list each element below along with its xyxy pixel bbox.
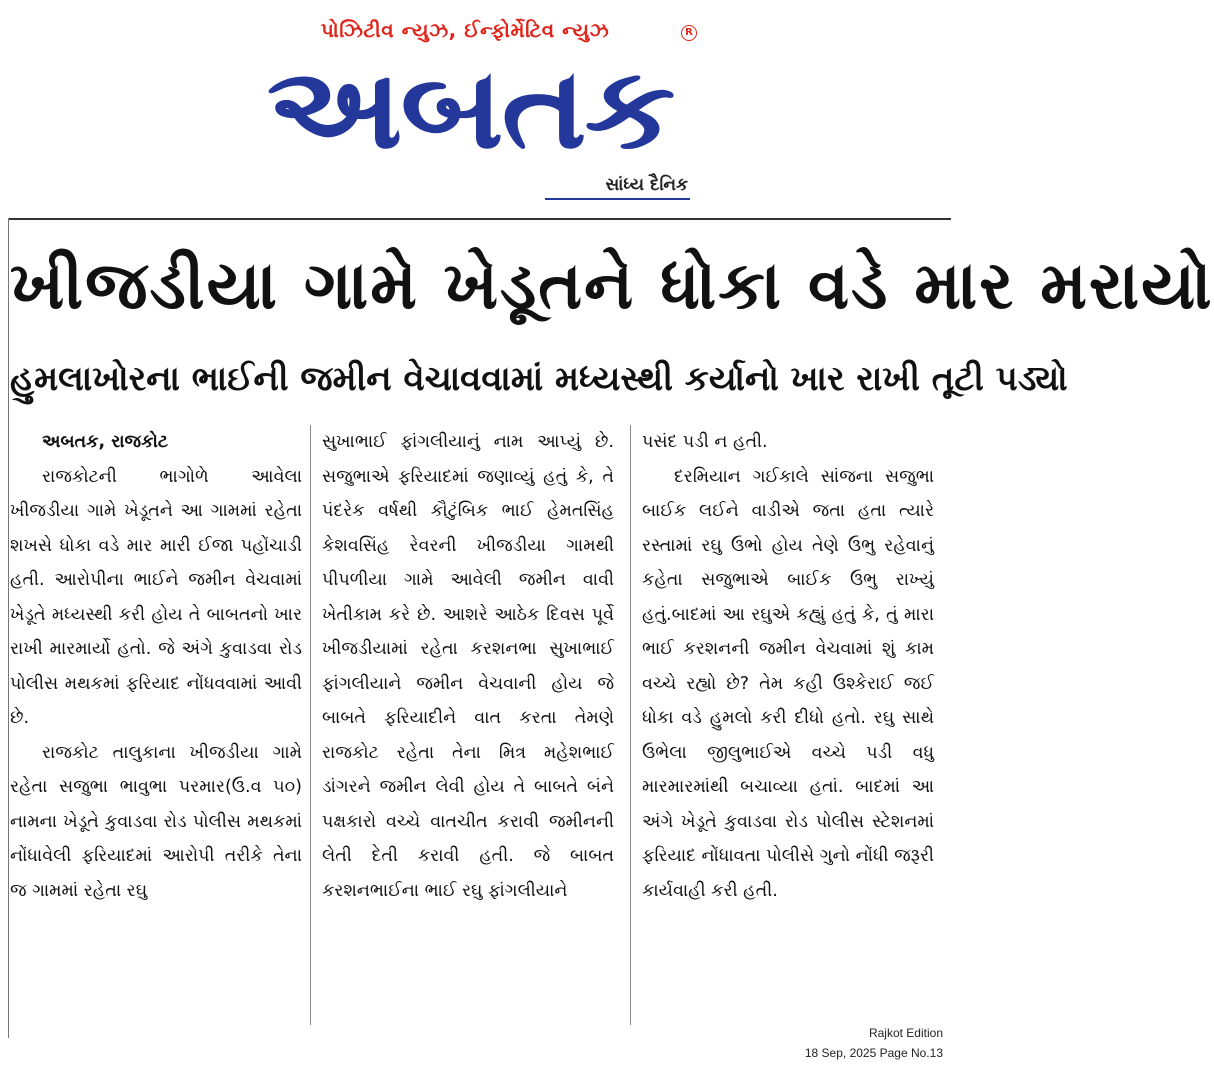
left-divider xyxy=(8,218,9,1038)
column-divider-1 xyxy=(310,425,311,1025)
registered-mark-icon: R xyxy=(681,25,697,41)
article-subheadline: હુમલાખોરના ભાઈની જમીન વેચાવવામાં મધ્યસ્થી કર્યાનો ખાર રાખી તૂટી પડ્યો xyxy=(10,359,1068,399)
dateline: અબતક, રાજકોટ xyxy=(42,432,169,452)
article-column-3 xyxy=(642,425,934,1025)
masthead-tagline: પોઝિટીવ ન્યુઝ, ઈન્ફોર્મેટિવ ન્યુઝ xyxy=(320,18,610,42)
footer-edition: Rajkot Edition xyxy=(868,1026,943,1040)
column-1-paragraph-2: રાજકોટ તાલુકાના ખીજડીયા ગામે રહેતા સજુભા ભાવુભા પરમાર(ઉ.વ ૫૦) નામના ખેડૂતે કુવાડવા રોડ પોલીસ મથકમાં નોંધાવેલી ફરિયાદમાં આરોપી તરીકે તેના જ ગામમાં રહેતા રઘુ xyxy=(10,742,302,901)
article-column-2 xyxy=(322,425,614,1025)
footer-date-page: 18 Sep, 2025 Page No.13 xyxy=(804,1046,943,1060)
masthead xyxy=(0,0,951,215)
column-1-paragraph-1: રાજકોટની ભાગોળે આવેલા ખીજડીયા ગામે ખેડૂતને આ ગામમાં રહેતા શખસે ધોકા વડે માર મારી ઈજા પહોંચાડી હતી. આરોપીના ભાઈને જમીન વેચવામાં ખેડૂતે મધ્યસ્થી કરી હોય તે બાબતનો ખાર રાખી મારમાર્યો હતો. જે અંગે કુવાડવા રોડ પોલીસ મથકમાં ફરિયાદ નોંધવવામાં આવી છે. xyxy=(10,466,302,728)
article-column-1 xyxy=(10,425,302,1025)
column-2-paragraph-1: સુખાભાઈ ફાંગલીયાનું નામ આપ્યું છે. સજુભાએ ફરિયાદમાં જણાવ્યું હતું કે, તે પંદરેક વર્ષથી કૌટુંબિક ભાઈ હેમતસિંહ કેશવસિંહ રેવરની ખીજડીયા ગામથી પીપળીયા ગામે આવેલી જમીન વાવી ખેતીકામ કરે છે. આશરે આઠેક દિવસ પૂર્વે ખીજડીયામાં રહેતા કરશનભા સુખાભાઈ ફાંગલીયાને જમીન વેચવાની હોય જે બાબતે ફરિયાદીને વાત કરતા તેમણે રાજકોટ રહેતા તેના મિત્ર મહેશભાઈ ડાંગરને જમીન લેવી હોય તે બાબતે બંને પક્ષકારો વચ્ચે વાતચીત કરાવી જમીનની લેતી દેતી કરાવી હતી. જે બાબત કરશનભાઈના ભાઈ રઘુ ફાંગલીયાને xyxy=(322,432,614,901)
column-3-paragraph-1: પસંદ પડી ન હતી. xyxy=(642,432,768,452)
edition-type: સાંધ્ય દૈનિક xyxy=(605,175,688,195)
top-divider xyxy=(8,218,951,220)
edition-underline xyxy=(545,198,690,200)
article-headline: ખીજડીયા ગામે ખેડૂતને ધોકા વડે માર મરાયો xyxy=(10,247,1214,324)
newspaper-logo: અબતક xyxy=(266,44,674,174)
column-divider-2 xyxy=(630,425,631,1025)
column-3-paragraph-2: દરમિયાન ગઈકાલે સાંજના સજુભા બાઈક લઈને વાડીએ જતા હતા ત્યારે રસ્તામાં રઘુ ઉભો હોય તેણે ઉભુ રહેવાનું કહેતા સજુભાએ બાઈક ઉભુ રાખ્યું હતું.બાદમાં આ રઘુએ કહ્યું હતું કે, તું મારા ભાઈ કરશનની જમીન વેચવામાં શું કામ વચ્ચે રહ્યો છે? તેમ કહી ઉશ્કેરાઈ જઈ ધોકા વડે હુમલો કરી દીધો હતો. રઘુ સાથે ઉભેલા જીલુભાઈએ વચ્ચે પડી વધુ મારમારમાંથી બચાવ્યા હતાં. બાદમાં આ અંગે ખેડૂતે કુવાડવા રોડ પોલીસ સ્ટેશનમાં ફરિયાદ નોંધાવતા પોલીસે ગુનો નોંધી જરૂરી કાર્યવાહી કરી હતી. xyxy=(642,466,934,901)
